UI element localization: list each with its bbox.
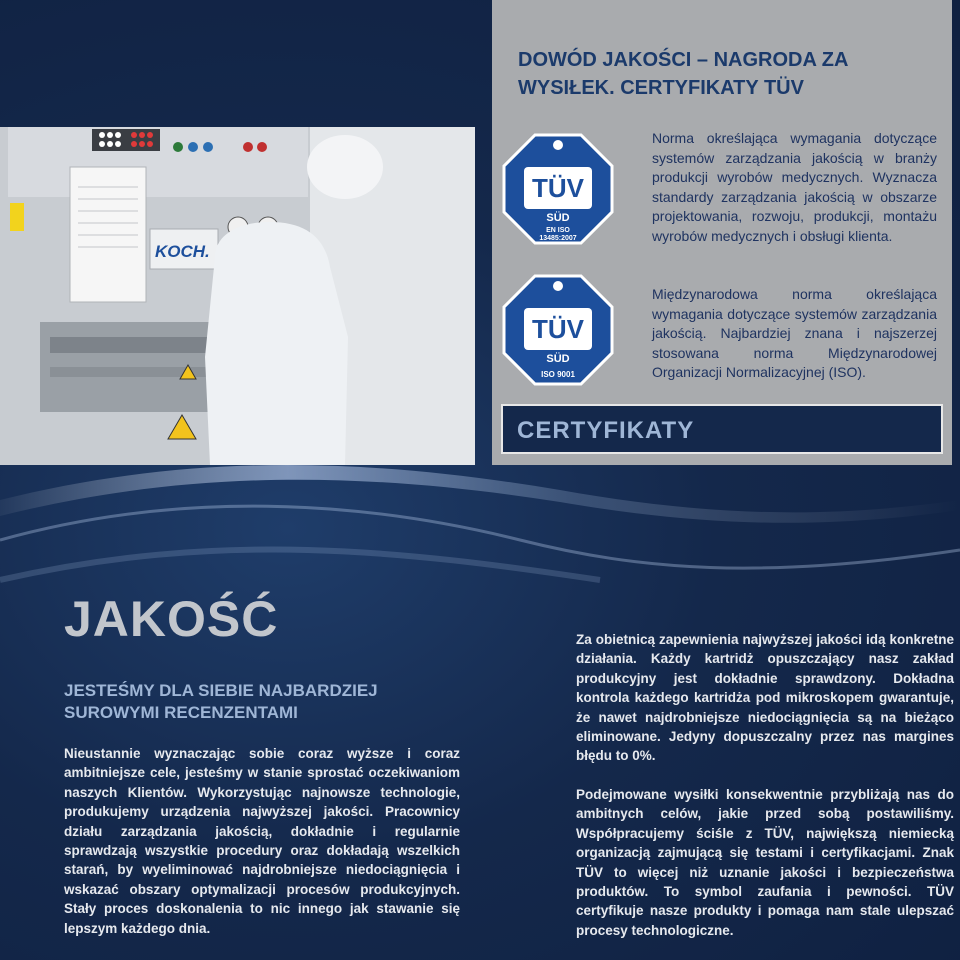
badge-main-text: TÜV xyxy=(532,314,584,344)
quality-heading: JAKOŚĆ xyxy=(64,591,279,647)
certificate-description: Międzynarodowa norma określająca wymagania dotyczące systemów zarządzania jakością. Najbardziej znana i najszerzej stosowana norma Międzynarodowej Organizacji Normalizacyjnej (ISO). xyxy=(652,286,937,380)
certificates-panel xyxy=(492,0,952,465)
tuv-en-iso-13485-badge xyxy=(502,133,614,245)
quality-paragraph-right-2: Podejmowane wysiłki konsekwentnie przybliżają nas do ambitnych celów, jakie przed sobą postawiliśmy. Współpracujemy ściśle z TÜV, największą niemiecką organizacją zajmującą się testami i certyfikacjami. Znak TÜV to więcej niż uznanie jakości i bezpieczeństwa produktów. To symbol zaufania i pewności. TÜV certyfikuje nasze produkty i pomaga nam stale ulepszać procesy technologiczne. xyxy=(576,787,954,938)
production-photo xyxy=(0,127,475,465)
koch-logo: KOCH. xyxy=(155,242,210,261)
badge-sub-text: SÜD xyxy=(546,212,570,224)
certificates-section-label: CERTYFIKATY xyxy=(517,417,695,444)
badge-main-text: TÜV xyxy=(532,173,584,203)
quality-paragraph-right-1: Za obietnicą zapewnienia najwyższej jakości idą konkretne działania. Każdy kartridż opuszczający nasz zakład produkcyjny jest dokładnie sprawdzony. Dokładna kontrola każdego kartridża pod mikroskopem gwarantuje, że nawet najdrobniejsze niedociągnięcia są na bieżąco eliminowane. Jedyny dopuszczalny przez nas margines błędu to 0%. xyxy=(576,632,954,764)
badge-sub-text: SÜD xyxy=(546,353,570,365)
badge-norm-text: ISO 9001 xyxy=(541,370,575,379)
machine-illustration xyxy=(0,127,475,465)
quality-paragraph-left: Nieustannie wyznaczając sobie coraz wyższe i coraz ambitniejsze cele, jesteśmy w stanie sprostać oczekiwaniom naszych Klientów. Wykorzystując najnowsze technologie, produkujemy urządzenia najwyższej jakości. Pracownicy działu zarządzania jakością, dokładnie i regularnie sprawdzają wszystkie procedury oraz dokładają wszelkich starań, by wyeliminować najdrobniejsze niedociągnięcia i wskazać obszary optymalizacji procesów produkcyjnych. Stały proces doskonalenia to nic innego jak stawanie się lepszym każdego dnia. xyxy=(64,746,460,936)
certificate-description: Norma określająca wymagania dotyczące systemów zarządzania jakością w branży produkcji wyrobów medycznych. Wyznacza standardy zarządzania jakością w obszarze projektowania, rozwoju, produkcji, montażu wyrobów medycznych i obsługi klienta. xyxy=(652,130,937,244)
badge-norm-text-2: 13485:2007 xyxy=(539,235,577,242)
badge-norm-text: EN ISO xyxy=(546,227,570,234)
tuv-iso-9001-badge xyxy=(502,274,614,386)
panel-title: DOWÓD JAKOŚCI – NAGRODA ZA WYSIŁEK. CERTYFIKATY TÜV xyxy=(518,49,848,99)
quality-subheading: JESTEŚMY DLA SIEBIE NAJBARDZIEJ SUROWYMI RECENZENTAMI xyxy=(64,681,378,722)
certificates-section-bar xyxy=(501,404,943,454)
